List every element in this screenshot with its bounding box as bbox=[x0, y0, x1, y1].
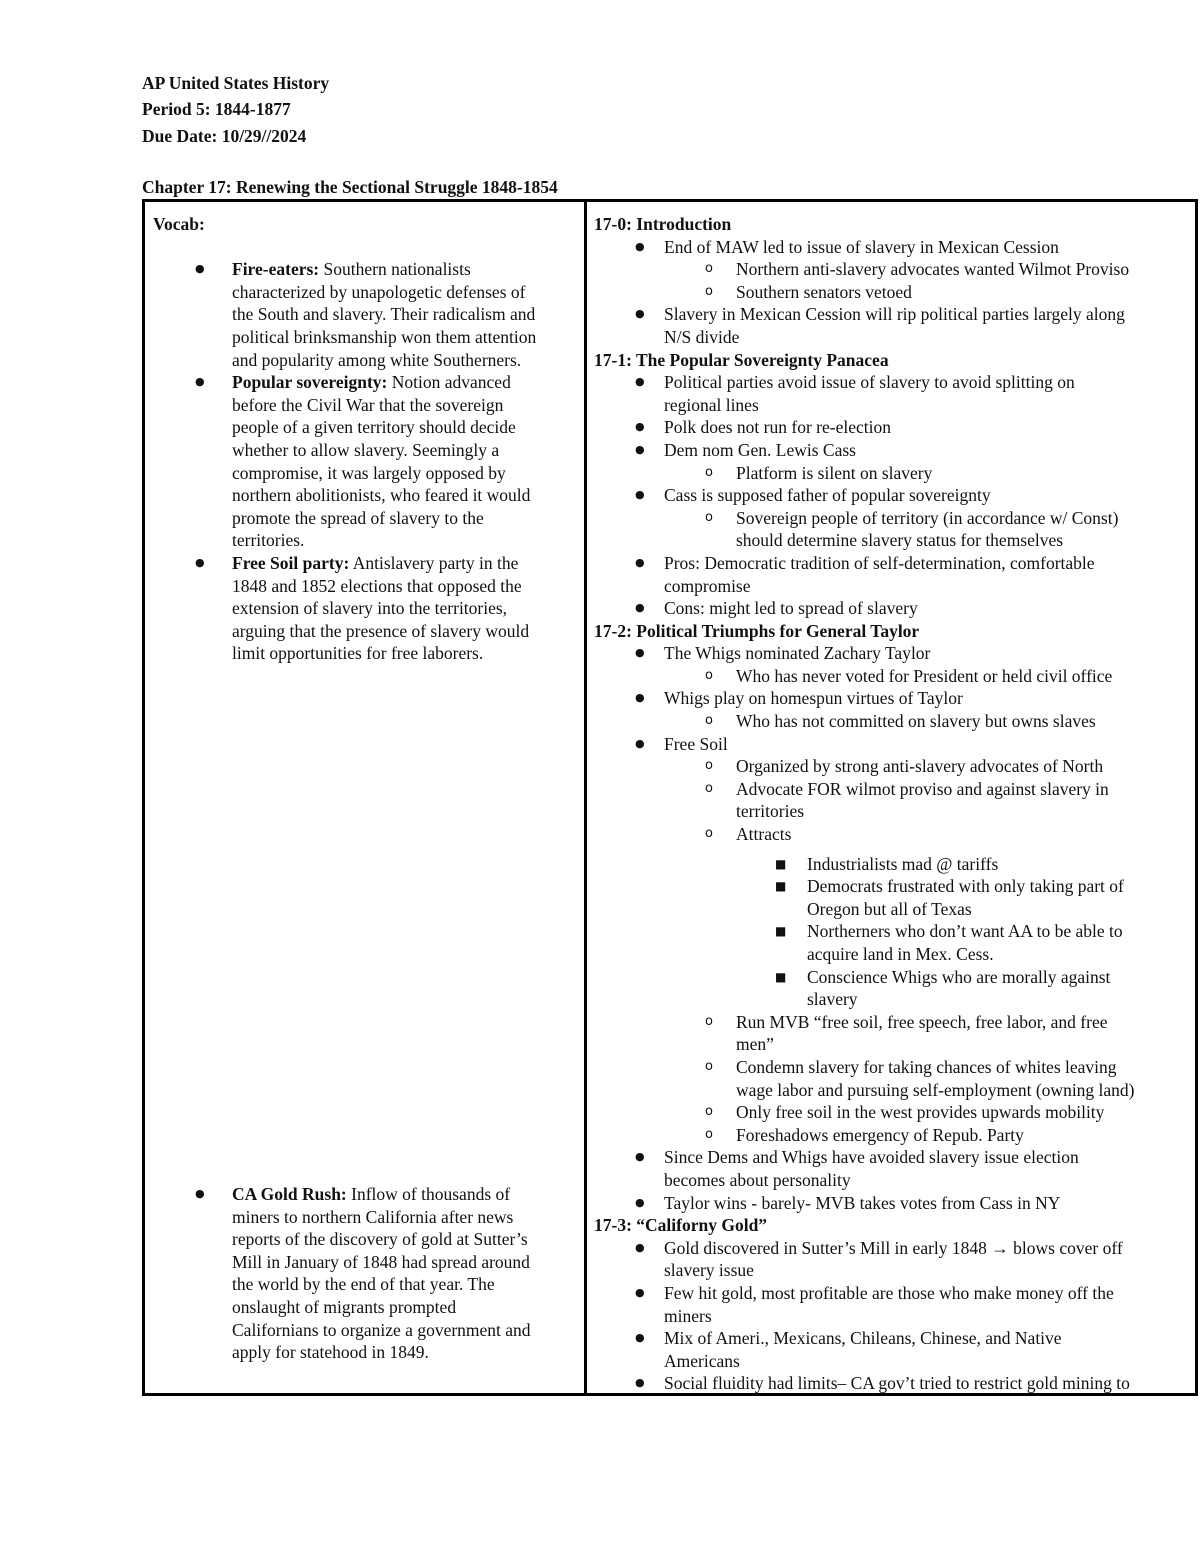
list-item: o Who has not committed on slavery but owns slaves bbox=[705, 711, 1096, 732]
circle-bullet-icon: o bbox=[705, 826, 713, 842]
circle-bullet-icon: o bbox=[705, 758, 713, 774]
circle-bullet-icon: o bbox=[705, 1058, 713, 1074]
bullet-icon: ● bbox=[635, 375, 645, 389]
list-item: o Only free soil in the west provides upwards mobility bbox=[705, 1102, 1105, 1123]
list-item: ● Mix of Ameri., Mexicans, Chileans, Chinese, and Native Americans bbox=[635, 1328, 1062, 1371]
list-item: ■ Conscience Whigs who are morally against slavery bbox=[775, 966, 1111, 1010]
term-label: Popular sovereignty: bbox=[232, 372, 388, 393]
bullet-icon: ● bbox=[195, 262, 205, 276]
bullet-icon: ● bbox=[195, 555, 205, 569]
bullet-icon: ● bbox=[635, 1331, 645, 1345]
square-bullet-icon: ■ bbox=[775, 969, 787, 984]
vocab-term-ca-gold-rush: ● CA Gold Rush: Inflow of thousands of miners to northern California after news reports of the discovery of gold at Sutter’s Mill in January of 1848 had spread around the world by the end of that year. The onslaught of migrants prompted Californians to organize a government and apply for statehood in 1849. bbox=[195, 1184, 531, 1363]
bullet-icon: ● bbox=[635, 420, 645, 434]
bullet-icon: ● bbox=[635, 601, 645, 615]
circle-bullet-icon: o bbox=[705, 780, 713, 796]
notes-column bbox=[594, 213, 1194, 1395]
list-item: ■ Democrats frustrated with only taking part of Oregon but all of Texas bbox=[775, 876, 1124, 919]
vocab-term-fire-eaters: ● Fire-eaters: Southern nationalists characterized by unapologetic defenses of the South and slavery. Their radicalism and political brinksmanship won them attention and popularity among white Southerners. bbox=[195, 259, 537, 370]
square-bullet-icon: ■ bbox=[775, 879, 787, 894]
circle-bullet-icon: o bbox=[705, 283, 713, 299]
list-item: ■ Northerners who don’t want AA to be able to acquire land in Mex. Cess. bbox=[775, 921, 1123, 964]
bullet-icon: ● bbox=[635, 691, 645, 705]
vocab-term-popular-sovereignty: ● Popular sovereignty: Notion advanced before the Civil War that the sovereign people of a given territory should decide whether to allow slavery. Seemingly a compromise, it was largely opposed by northern abolitionists, who feared it would promote the spread of slavery to the territories. bbox=[195, 372, 531, 551]
term-label: Free Soil party: bbox=[232, 552, 350, 573]
list-item: o Advocate FOR wilmot proviso and against slavery in territories bbox=[705, 778, 1109, 822]
list-item: o Northern anti-slavery advocates wanted Wilmot Proviso bbox=[705, 259, 1130, 280]
column-divider bbox=[584, 202, 587, 1393]
due-date: Due Date: 10/29//2024 bbox=[142, 126, 307, 146]
bullet-icon: ● bbox=[195, 1187, 205, 1200]
list-item: ● Few hit gold, most profitable are those who make money off the miners bbox=[635, 1282, 1114, 1326]
circle-bullet-icon: o bbox=[705, 713, 713, 729]
list-item: ● Free Soil bbox=[635, 733, 728, 754]
bullet-icon: ● bbox=[635, 488, 645, 502]
bullet-icon: ● bbox=[635, 1376, 645, 1390]
square-bullet-icon: ■ bbox=[775, 924, 787, 939]
circle-bullet-icon: o bbox=[705, 509, 713, 525]
circle-bullet-icon: o bbox=[705, 1126, 713, 1142]
bullet-icon: ● bbox=[635, 307, 645, 321]
list-item: o Platform is silent on slavery bbox=[705, 462, 933, 483]
bullet-icon: ● bbox=[635, 736, 645, 750]
list-item: ● Cons: might led to spread of slavery bbox=[635, 598, 918, 619]
list-item: ● Since Dems and Whigs have avoided slavery issue election becomes about personality bbox=[635, 1147, 1079, 1190]
section-heading: 17-3: “Californy Gold” bbox=[594, 1215, 768, 1236]
list-item: ● Whigs play on homespun virtues of Taylor bbox=[635, 688, 963, 709]
bullet-icon: ● bbox=[635, 1150, 645, 1164]
list-item: o Foreshadows emergency of Repub. Party bbox=[705, 1124, 1024, 1145]
bullet-icon: ● bbox=[635, 239, 645, 253]
section-heading: 17-2: Political Triumphs for General Taylor bbox=[594, 620, 920, 641]
bullet-icon: ● bbox=[635, 442, 645, 456]
term-label: CA Gold Rush: bbox=[232, 1184, 347, 1204]
list-item: o Condemn slavery for taking chances of whites leaving wage labor and pursuing self-employment (owning land) bbox=[705, 1056, 1135, 1100]
list-item: o Attracts bbox=[705, 824, 792, 845]
circle-bullet-icon: o bbox=[705, 1104, 713, 1120]
list-item: o Southern senators vetoed bbox=[705, 281, 912, 302]
bullet-icon: ● bbox=[635, 555, 645, 569]
bullet-icon: ● bbox=[195, 375, 205, 389]
list-item: ● Political parties avoid issue of slavery to avoid splitting on regional lines bbox=[635, 372, 1075, 415]
list-item: o Run MVB “free soil, free speech, free labor, and free men” bbox=[705, 1011, 1108, 1055]
list-item: o Organized by strong anti-slavery advocates of North bbox=[705, 756, 1104, 777]
list-item: ● Polk does not run for re-election bbox=[635, 417, 891, 438]
notes-table bbox=[142, 199, 1198, 1396]
list-item: ● End of MAW led to issue of slavery in Mexican Cession bbox=[635, 236, 1059, 257]
list-item: ● The Whigs nominated Zachary Taylor bbox=[635, 643, 931, 664]
list-item: o Sovereign people of territory (in accordance w/ Const) should determine slavery status for themselves bbox=[705, 507, 1119, 551]
list-item: ● Social fluidity had limits– CA gov’t tried to restrict gold mining to bbox=[635, 1373, 1130, 1394]
course-title: AP United States History bbox=[142, 73, 330, 93]
bullet-icon: ● bbox=[635, 1240, 645, 1254]
circle-bullet-icon: o bbox=[705, 464, 713, 480]
section-heading: 17-1: The Popular Sovereignty Panacea bbox=[594, 349, 889, 370]
section-heading: 17-0: Introduction bbox=[594, 214, 732, 234]
square-bullet-icon: ■ bbox=[775, 856, 787, 871]
list-item: ● Slavery in Mexican Cession will rip political parties largely along N/S divide bbox=[635, 304, 1125, 347]
bullet-icon: ● bbox=[635, 1285, 645, 1299]
list-item: ● Pros: Democratic tradition of self-determination, comfortable compromise bbox=[635, 552, 1095, 596]
vocab-column-lower bbox=[153, 1183, 573, 1364]
chapter-title: Chapter 17: Renewing the Sectional Struggle 1848-1854 bbox=[142, 177, 558, 197]
circle-bullet-icon: o bbox=[705, 261, 713, 277]
term-label: Fire-eaters: bbox=[232, 259, 320, 280]
list-item: ● Cass is supposed father of popular sovereignty bbox=[635, 485, 991, 506]
vocab-column bbox=[153, 213, 573, 665]
list-item: ● Taylor wins - barely- MVB takes votes from Cass in NY bbox=[635, 1192, 1061, 1213]
list-item: ● Gold discovered in Sutter’s Mill in early 1848 → blows cover off slavery issue bbox=[635, 1237, 1123, 1281]
bullet-icon: ● bbox=[635, 1195, 645, 1209]
list-item: o Who has never voted for President or held civil office bbox=[705, 665, 1113, 686]
vocab-heading: Vocab: bbox=[153, 214, 205, 234]
bullet-icon: ● bbox=[635, 646, 645, 660]
vocab-term-free-soil-party: ● Free Soil party: Antislavery party in the 1848 and 1852 elections that opposed the extension of slavery into the territories, arguing that the presence of slavery would limit opportunities for free laborers. bbox=[195, 552, 530, 664]
period-label: Period 5: 1844-1877 bbox=[142, 99, 291, 119]
list-item: ■ Industrialists mad @ tariffs bbox=[775, 853, 999, 874]
circle-bullet-icon: o bbox=[705, 667, 713, 683]
list-item: ● Dem nom Gen. Lewis Cass bbox=[635, 439, 856, 460]
circle-bullet-icon: o bbox=[705, 1013, 713, 1029]
